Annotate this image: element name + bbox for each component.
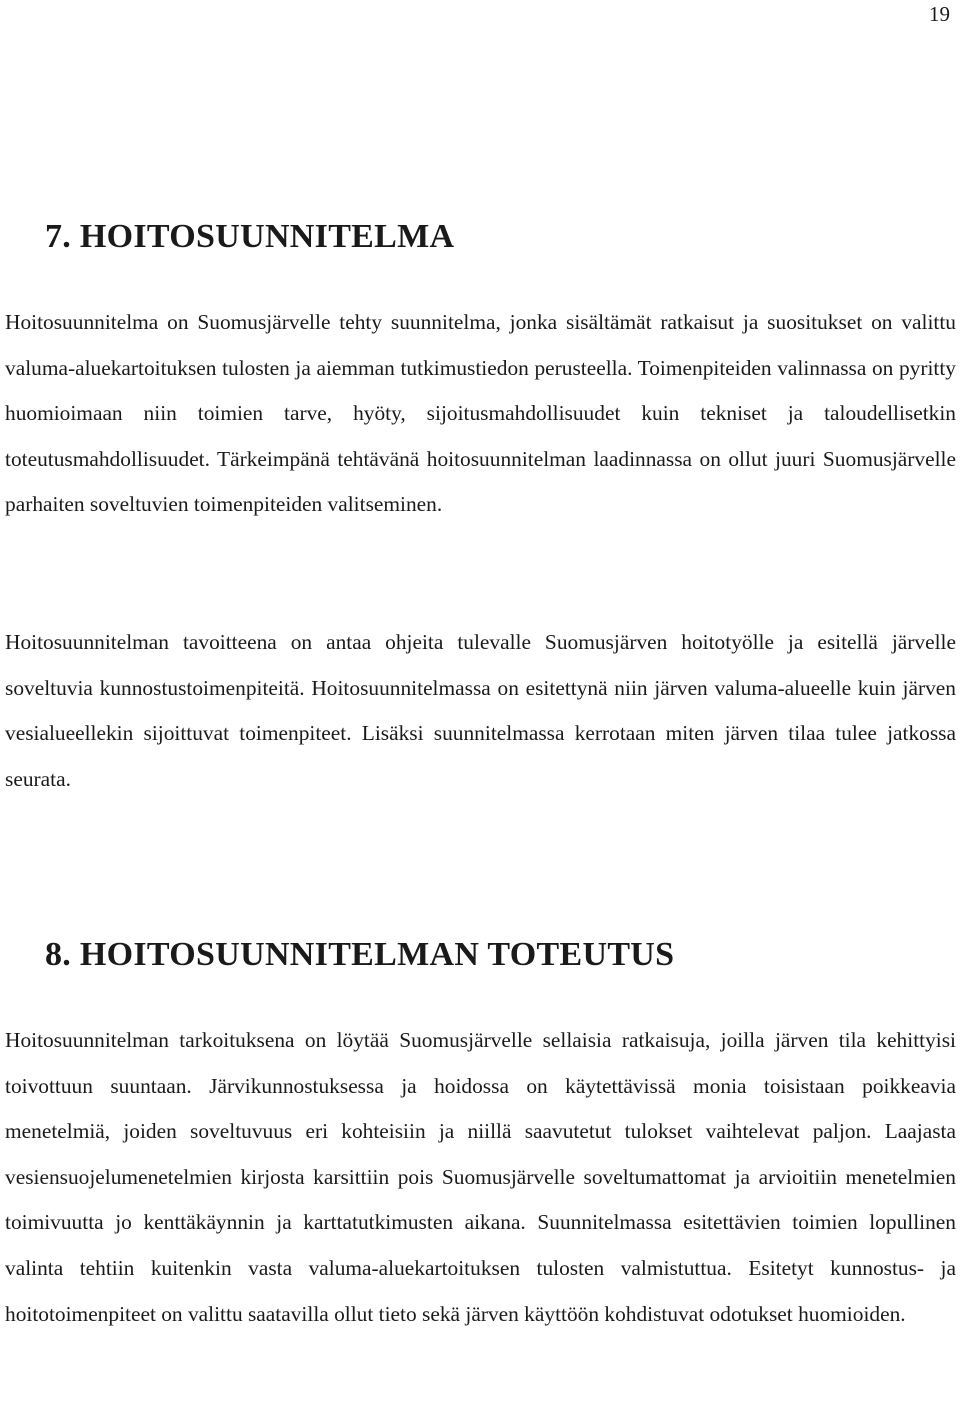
section-8-heading: 8. HOITOSUUNNITELMAN TOTEUTUS (45, 935, 675, 973)
section-7-heading: 7. HOITOSUUNNITELMA (45, 217, 455, 255)
section-7-paragraph-2: Hoitosuunnitelman tavoitteena on antaa ohjeita tulevalle Suomusjärven hoitotyölle ja esitellä järvelle soveltuvia kunnostustoimenpiteitä. Hoitosuunnitelmassa on esitettynä niin järven valuma-alueelle kuin järven vesialueellekin sijoittuvat toimenpiteet. Lisäksi suunnitelmassa kerrotaan miten järven tilaa tulee jatkossa seurata. (5, 630, 956, 791)
section-8-paragraph-1: Hoitosuunnitelman tarkoituksena on löytää Suomusjärvelle sellaisia ratkaisuja, joilla järven tila kehittyisi toivottuun suuntaan. Järvikunnostuksessa ja hoidossa on käytettävissä monia toisistaan poikkeavia menetelmiä, joiden soveltuvuus eri kohteisiin ja niillä saavutetut tulokset vaihtelevat paljon. Laajasta vesiensuojelumenetelmien kirjosta karsittiin pois Suomusjärvelle soveltumattomat ja arvioitiin menetelmien toimivuutta jo kenttäkäynnin ja karttatutkimusten aikana. Suunnitelmassa esitettävien toimien lopullinen valinta tehtiin kuitenkin vasta valuma-aluekartoituksen tulosten valmistuttua. Esitetyt kunnostus- ja hoitotoimenpiteet on valittu saatavilla ollut tieto sekä järven käyttöön kohdistuvat odotukset huomioiden. (5, 1028, 956, 1326)
section-7-paragraph-1: Hoitosuunnitelma on Suomusjärvelle tehty suunnitelma, jonka sisältämät ratkaisut ja suositukset on valittu valuma-aluekartoituksen tulosten ja aiemman tutkimustiedon perusteella. Toimenpiteiden valinnassa on pyritty huomioimaan niin toimien tarve, hyöty, sijoitusmahdollisuudet kuin tekniset ja taloudellisetkin toteutusmahdollisuudet. Tärkeimpänä tehtävänä hoitosuunnitelman laadinnassa on ollut juuri Suomusjärvelle parhaiten soveltuvien toimenpiteiden valitseminen. (5, 310, 956, 517)
page-number: 19 (929, 2, 950, 26)
